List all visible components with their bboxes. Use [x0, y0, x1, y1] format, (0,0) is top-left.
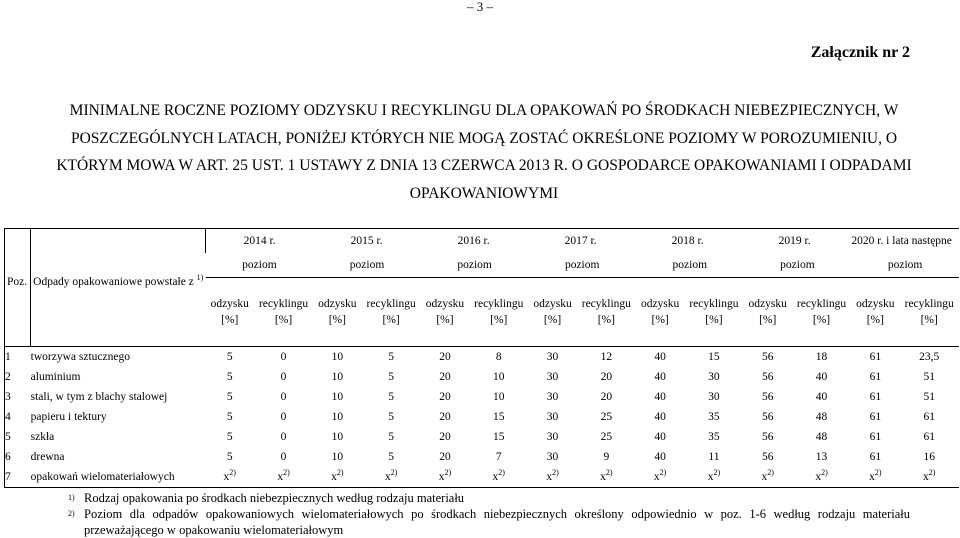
- value-cell: $x^{2)}$: [313, 467, 361, 488]
- value-cell: 56: [761, 391, 774, 403]
- value-cell: $x^{2)}$: [744, 467, 792, 488]
- value-cell: 0: [280, 371, 287, 383]
- waste-type: szkła: [30, 431, 55, 443]
- value-cell: 5: [388, 391, 395, 403]
- value-cell: 5: [226, 371, 233, 383]
- value-cell: 16: [923, 451, 935, 463]
- value-cell: 61: [869, 391, 882, 403]
- value-cell: 5: [206, 347, 254, 368]
- recyklingu-header: recyklingu [%]: [469, 278, 528, 347]
- value-cell: 30: [708, 371, 720, 383]
- row-number: 7: [5, 467, 31, 488]
- value-cell: 5: [388, 371, 395, 383]
- value-cell: 5: [388, 411, 395, 423]
- value-cell: 35: [708, 431, 720, 443]
- value-cell: 11: [708, 451, 720, 463]
- value-cell: 30: [546, 451, 559, 463]
- value-cell: $x^{2)}$: [636, 467, 684, 488]
- value-cell: 10: [492, 391, 505, 403]
- value-cell: 25: [600, 431, 613, 443]
- value-cell: 56: [761, 451, 774, 463]
- value-cell: 20: [439, 431, 451, 443]
- table-row: [5, 467, 960, 488]
- value-cell: 30: [708, 391, 720, 403]
- value-cell: $x^{2)}$: [577, 467, 636, 488]
- value-cell: 40: [654, 431, 666, 443]
- waste-type: aluminium: [30, 371, 81, 383]
- value-cell: 61: [923, 431, 935, 443]
- value-cell: 56: [761, 371, 774, 383]
- value-cell: 40: [654, 371, 666, 383]
- value-cell: 5: [226, 411, 233, 423]
- level-header: poziom: [672, 259, 708, 271]
- row-number: 2: [5, 367, 31, 387]
- value-cell: $x^{2)}$: [206, 467, 254, 488]
- value-cell: 5: [226, 391, 233, 403]
- value-cell: 51: [923, 371, 935, 383]
- poz-header: [5, 229, 31, 347]
- value-cell: 40: [654, 411, 666, 423]
- value-cell: 40: [636, 347, 684, 368]
- footnotes: [68, 490, 910, 538]
- footnote-text: Poziom dla odpadów opakowaniowych wielomateriałowych po środkach niebezpiecznych określony odpowiednio w poz. 1-6 według rodzaju materiału przeważającego w opakowaniu wielomateriałowym: [84, 507, 910, 537]
- year-header: 2018 r.: [671, 235, 704, 247]
- waste-type: drewna: [30, 451, 65, 463]
- value-cell: $x^{2)}$: [851, 467, 899, 488]
- footnote-mark: 1): [68, 493, 75, 502]
- value-cell: 10: [313, 347, 361, 368]
- value-cell: 10: [492, 371, 505, 383]
- value-cell: 61: [869, 431, 882, 443]
- page-number: – 3 –: [467, 0, 493, 14]
- level-header: poziom: [457, 259, 492, 271]
- value-cell: 40: [815, 371, 828, 383]
- value-cell: 5: [226, 451, 233, 463]
- value-cell: 20: [439, 411, 451, 423]
- recyklingu-header: recyklingu [%]: [792, 278, 851, 347]
- value-cell: 56: [744, 347, 792, 368]
- value-cell: 10: [331, 371, 344, 383]
- waste-type: opakowań wielomateriałowych: [31, 467, 206, 488]
- value-cell: 61: [923, 411, 935, 423]
- value-cell: 5: [226, 431, 233, 443]
- value-cell: 7: [495, 451, 502, 463]
- value-cell: 56: [761, 431, 774, 443]
- value-cell: 0: [254, 347, 313, 368]
- value-cell: 25: [600, 411, 613, 423]
- year-header: 2020 r. i lata następne: [851, 235, 952, 247]
- value-cell: 18: [792, 347, 851, 368]
- recyklingu-header: recyklingu [%]: [254, 278, 313, 347]
- value-cell: 9: [603, 451, 610, 463]
- level-header: poziom: [349, 259, 385, 271]
- value-cell: $x^{2)}$: [421, 467, 469, 488]
- row-number: 4: [5, 407, 31, 427]
- value-cell: 20: [439, 371, 451, 383]
- recyklingu-header: recyklingu [%]: [899, 278, 959, 347]
- value-cell: 30: [546, 371, 559, 383]
- value-cell: 0: [280, 451, 287, 463]
- value-cell: 10: [331, 431, 344, 443]
- row-number: 5: [5, 427, 31, 447]
- value-cell: 30: [546, 391, 559, 403]
- value-cell: 15: [492, 411, 505, 423]
- recyklingu-header: recyklingu [%]: [577, 278, 636, 347]
- value-cell: 51: [923, 391, 935, 403]
- value-cell: 5: [361, 347, 420, 368]
- level-header: poziom: [780, 259, 815, 271]
- recovery-levels-table: [4, 228, 959, 488]
- value-cell: 40: [654, 451, 666, 463]
- odzysku-header: odzysku [%]: [851, 278, 899, 347]
- table-row: [5, 447, 960, 467]
- value-cell: 30: [528, 347, 576, 368]
- poz-label: Poz.: [7, 276, 28, 288]
- value-cell: 40: [815, 391, 828, 403]
- row-number: 1: [5, 347, 31, 368]
- value-cell: 10: [331, 451, 344, 463]
- level-header: poziom: [242, 259, 277, 271]
- value-cell: 12: [577, 347, 636, 368]
- value-cell: $x^{2)}$: [528, 467, 576, 488]
- waste-type: stali, w tym z blachy stalowej: [30, 391, 168, 403]
- year-header: 2015 r.: [350, 235, 383, 247]
- year-header-cell: [206, 229, 959, 254]
- table-row: [5, 347, 960, 368]
- row-number: 3: [5, 387, 31, 407]
- value-cell: 15: [492, 431, 505, 443]
- odzysku-header: odzysku [%]: [744, 278, 792, 347]
- value-cell: 61: [869, 451, 882, 463]
- value-cell: 20: [421, 347, 469, 368]
- recyklingu-header: recyklingu [%]: [684, 278, 743, 347]
- table-row: [5, 387, 960, 407]
- year-header: 2019 r.: [778, 235, 811, 247]
- waste-type: papieru i tektury: [30, 411, 107, 423]
- value-cell: 10: [331, 391, 344, 403]
- waste-type: tworzywa sztucznego: [31, 347, 206, 368]
- value-cell: 20: [439, 451, 451, 463]
- value-cell: 0: [280, 411, 287, 423]
- odzysku-header: odzysku [%]: [421, 278, 469, 347]
- value-cell: 61: [869, 411, 882, 423]
- waste-type-label: Odpady opakowaniowe powstałe z $^{1)}$: [33, 273, 204, 288]
- odzysku-header: odzysku [%]: [636, 278, 684, 347]
- value-cell: 15: [684, 347, 743, 368]
- year-header: 2017 r.: [564, 235, 597, 247]
- value-cell: 10: [331, 411, 344, 423]
- footnote-text: Rodzaj opakowania po środkach niebezpiecznych według rodzaju materiału: [84, 491, 465, 505]
- year-header: 2016 r.: [457, 235, 490, 247]
- odzysku-header: odzysku [%]: [206, 278, 254, 347]
- value-cell: 20: [439, 391, 451, 403]
- value-cell: 23,5: [899, 347, 959, 368]
- year-header: 2014 r.: [243, 235, 276, 247]
- waste-header: [31, 229, 206, 347]
- value-cell: $x^{2)}$: [254, 467, 313, 488]
- value-cell: 20: [600, 391, 613, 403]
- level-header: poziom: [564, 259, 600, 271]
- footnote-mark: 2): [68, 509, 75, 518]
- odzysku-header: odzysku [%]: [313, 278, 361, 347]
- recyklingu-header: recyklingu [%]: [361, 278, 420, 347]
- value-cell: 0: [280, 431, 287, 443]
- table-row: [5, 407, 960, 427]
- value-cell: 0: [280, 391, 287, 403]
- value-cell: 35: [708, 411, 720, 423]
- value-cell: 48: [815, 411, 828, 423]
- level-header: poziom: [887, 259, 923, 271]
- value-cell: 61: [869, 371, 882, 383]
- value-cell: 20: [600, 371, 613, 383]
- table-row: [5, 427, 960, 447]
- attachment-label: Załącznik nr 2: [810, 44, 910, 61]
- value-cell: 13: [815, 451, 828, 463]
- value-cell: 40: [654, 391, 666, 403]
- footnote-2: [68, 506, 910, 538]
- value-cell: 5: [388, 431, 395, 443]
- value-cell: $x^{2)}$: [361, 467, 420, 488]
- value-cell: $x^{2)}$: [469, 467, 528, 488]
- value-cell: 48: [815, 431, 828, 443]
- value-cell: $x^{2)}$: [684, 467, 743, 488]
- value-cell: 30: [546, 431, 559, 443]
- value-cell: 8: [469, 347, 528, 368]
- footnote-1: [68, 490, 910, 506]
- odzysku-header: odzysku [%]: [528, 278, 576, 347]
- value-cell: 61: [851, 347, 899, 368]
- value-cell: $x^{2)}$: [792, 467, 851, 488]
- value-cell: 5: [388, 451, 395, 463]
- row-number: 6: [5, 447, 31, 467]
- value-cell: $x^{2)}$: [899, 467, 959, 488]
- value-cell: 56: [761, 411, 774, 423]
- document-title: MINIMALNE ROCZNE POZIOMY ODZYSKU I RECYKLINGU DLA OPAKOWAŃ PO ŚRODKACH NIEBEZPIECZNYCH, W POSZCZEGÓLNYCH LATACH, PONIŻEJ KTÓRYCH NIE MOGĄ ZOSTAĆ OKREŚLONE POZIOMY W POROZUMIENIU, O KTÓRYM MOWA W ART. 25 UST. 1 USTAWY Z DNIA 13 CZERWCA 2013 R. O GOSPODARCE OPAKOWANIAMI I ODPADAMI OPAKOWANIOWYMI: [56, 102, 912, 202]
- value-cell: 30: [546, 411, 559, 423]
- table-row: [5, 367, 960, 387]
